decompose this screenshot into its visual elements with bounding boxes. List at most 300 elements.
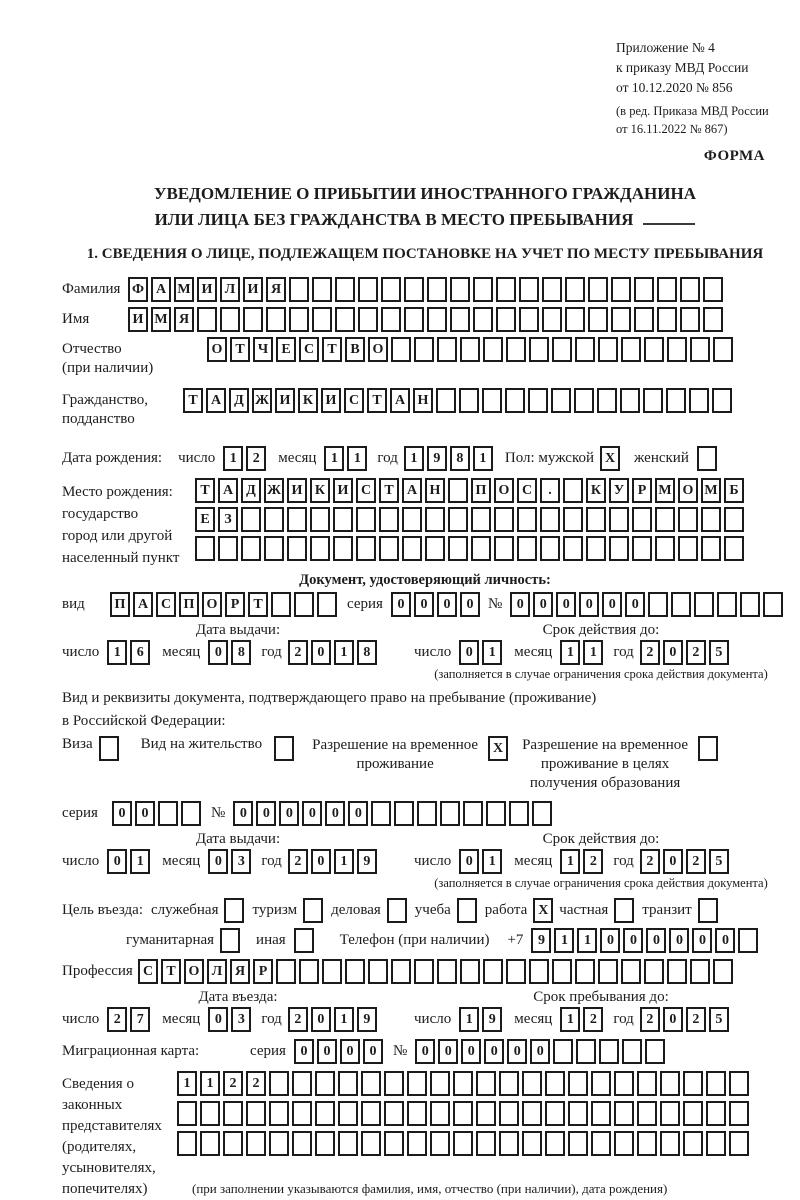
form-cell [427, 277, 447, 302]
form-cell [483, 337, 503, 362]
form-cell [522, 1071, 542, 1096]
form-cell: Т [195, 478, 215, 503]
form-cell: О [368, 337, 388, 362]
res-issue-year-label: год [261, 853, 282, 869]
form-cell: Д [241, 478, 261, 503]
form-cell: 9 [531, 928, 551, 953]
form-cell [655, 507, 675, 532]
temp-residence-checkbox: X [488, 736, 508, 761]
entry-day-label: число [62, 1011, 100, 1027]
form-cell [678, 536, 698, 561]
profession-cells [138, 959, 733, 984]
purpose-humanitarian-label: гуманитарная [126, 932, 215, 948]
mig-series-cells [294, 1039, 383, 1064]
form-cell: 0 [459, 640, 479, 665]
form-cell: 0 [579, 592, 599, 617]
id-issue-year-label: год [261, 644, 282, 660]
form-cell [568, 1131, 588, 1156]
birthdate-row [62, 446, 788, 471]
form-cell [678, 507, 698, 532]
birthplace-cells-row1 [195, 478, 744, 503]
form-cell: 1 [130, 849, 150, 874]
form-cell [473, 307, 493, 332]
form-cell: 2 [686, 640, 706, 665]
form-cell [706, 1101, 726, 1126]
form-cell: 2 [583, 1007, 603, 1032]
temp-residence-edu-label-line1: Разрешение на временное [522, 737, 689, 753]
form-cell [713, 337, 733, 362]
form-cell: О [678, 478, 698, 503]
res-issue-col [62, 830, 414, 891]
purpose-tourism-checkbox [303, 898, 323, 923]
form-title [62, 181, 788, 233]
form-cell [553, 1039, 573, 1064]
form-cell: 1 [200, 1071, 220, 1096]
form-cell [496, 307, 516, 332]
form-cell [614, 1071, 634, 1096]
res-dates-block [62, 830, 788, 891]
form-cell: 2 [107, 1007, 127, 1032]
patronymic-label [62, 337, 207, 378]
birthplace-row [62, 478, 788, 569]
form-cell [611, 277, 631, 302]
form-cell: 0 [533, 592, 553, 617]
form-cell [246, 1131, 266, 1156]
id-issue-day-cells [107, 640, 150, 665]
form-cell: 0 [325, 801, 345, 826]
form-cell [703, 307, 723, 332]
phone-prefix: +7 [507, 932, 524, 948]
form-cell: 5 [709, 640, 729, 665]
amendment-line2: от 16.11.2022 № 867) [616, 122, 728, 136]
form-cell: М [655, 478, 675, 503]
form-cell [269, 1131, 289, 1156]
sex-female-label: женский [634, 450, 689, 466]
form-cell: 0 [461, 1039, 481, 1064]
form-cell [643, 388, 663, 413]
form-cell [552, 337, 572, 362]
form-cell: Н [413, 388, 433, 413]
profession-row [62, 959, 788, 984]
purpose-humanitarian-checkbox [220, 928, 240, 953]
form-cell [568, 1071, 588, 1096]
form-cell: 2 [223, 1071, 243, 1096]
form-cell [223, 1131, 243, 1156]
form-cell: 2 [288, 1007, 308, 1032]
form-cell [568, 1101, 588, 1126]
form-cell [181, 801, 201, 826]
form-cell [459, 388, 479, 413]
form-cell [315, 1071, 335, 1096]
form-cell: 1 [334, 640, 354, 665]
form-cell [312, 307, 332, 332]
representatives-label-line5: усыновителях, [62, 1160, 156, 1176]
form-cell [361, 1131, 381, 1156]
form-cell [476, 1071, 496, 1096]
form-cell: 0 [340, 1039, 360, 1064]
form-cell [310, 507, 330, 532]
form-cell: 2 [640, 640, 660, 665]
res-valid-day-label: число [414, 853, 452, 869]
id-number-label: № [487, 596, 503, 612]
form-cell: П [179, 592, 199, 617]
form-cell [729, 1071, 749, 1096]
stay-until-col [414, 988, 788, 1032]
patronymic-cells [207, 337, 733, 362]
form-cell: О [184, 959, 204, 984]
form-cell: Н [425, 478, 445, 503]
form-cell [703, 277, 723, 302]
form-cell [694, 592, 714, 617]
form-cell [712, 388, 732, 413]
form-cell [519, 277, 539, 302]
form-cell [322, 959, 342, 984]
residence-permit-label: Вид на жительство [140, 736, 263, 752]
form-cell [436, 388, 456, 413]
birthplace-cells-row2 [195, 507, 744, 532]
birth-month-cells [324, 446, 367, 471]
representatives-cells-row2 [177, 1101, 749, 1126]
form-cell: П [110, 592, 130, 617]
visa-checkbox [99, 736, 119, 761]
form-cell: 1 [577, 928, 597, 953]
form-cell [701, 507, 721, 532]
form-cell [486, 801, 506, 826]
form-cell [509, 801, 529, 826]
form-cell: И [243, 277, 263, 302]
form-cell: 0 [391, 592, 411, 617]
form-cell: 0 [208, 640, 228, 665]
form-cell [724, 507, 744, 532]
form-cell [528, 388, 548, 413]
form-cell [264, 536, 284, 561]
res-valid-row [414, 849, 788, 874]
form-cell: 2 [640, 1007, 660, 1032]
surname-cells [128, 277, 723, 302]
form-cell: 2 [686, 849, 706, 874]
res-valid-note: (заполняется в случае ограничения срока действия документа) [434, 876, 768, 890]
migration-card-label: Миграционная карта: [62, 1043, 200, 1059]
form-cell: 0 [311, 849, 331, 874]
amendment-line1: (в ред. Приказа МВД России [616, 104, 769, 118]
form-cell: 0 [311, 1007, 331, 1032]
form-cell: С [299, 337, 319, 362]
representatives-cells-row3 [177, 1131, 749, 1156]
form-cell: 0 [233, 801, 253, 826]
form-cell [158, 801, 178, 826]
id-valid-title: Срок действия до: [542, 622, 660, 638]
form-cell [427, 307, 447, 332]
form-cell [586, 507, 606, 532]
form-cell: С [344, 388, 364, 413]
form-cell [575, 337, 595, 362]
form-cell [276, 959, 296, 984]
purpose-transit-label: транзит [642, 902, 692, 918]
form-cell [384, 1101, 404, 1126]
res-issue-year-cells [288, 849, 377, 874]
residence-permit-checkbox [274, 736, 294, 761]
birthplace-cells-row3 [195, 536, 744, 561]
form-cell [315, 1131, 335, 1156]
citizenship-label-line2: подданство [62, 411, 135, 427]
name-label: Имя [62, 311, 90, 327]
migration-card-row [62, 1039, 788, 1064]
form-cell: 0 [348, 801, 368, 826]
form-cell [453, 1101, 473, 1126]
form-cell [292, 1131, 312, 1156]
form-cell: Я [174, 307, 194, 332]
form-cell [356, 536, 376, 561]
form-cell: 1 [554, 928, 574, 953]
form-cell [394, 801, 414, 826]
form-cell: Т [379, 478, 399, 503]
purpose-study-checkbox [457, 898, 477, 923]
temp-residence-label-line1: Разрешение на временное [312, 737, 479, 753]
entry-day-cells [107, 1007, 150, 1032]
form-cell: 0 [208, 849, 228, 874]
form-cell [499, 1071, 519, 1096]
form-cell: 0 [715, 928, 735, 953]
form-cell: 1 [583, 640, 603, 665]
form-cell [460, 337, 480, 362]
form-cell [519, 307, 539, 332]
form-cell [637, 1071, 657, 1096]
form-cell [404, 307, 424, 332]
representatives-label-line6: попечителях) [62, 1181, 148, 1197]
form-cell [361, 1071, 381, 1096]
form-cell [425, 536, 445, 561]
section1-title: 1. СВЕДЕНИЯ О ЛИЦЕ, ПОДЛЕЖАЩЕМ ПОСТАНОВКЕ НА УЧЕТ ПО МЕСТУ ПРЕБЫВАНИЯ [86, 246, 764, 262]
form-cell [542, 307, 562, 332]
form-title-line2-text: ИЛИ ЛИЦА БЕЗ ГРАЖДАНСТВА В МЕСТО ПРЕБЫВАНИЯ [154, 210, 634, 229]
form-cell [381, 307, 401, 332]
form-cell: 0 [646, 928, 666, 953]
form-cell: 0 [530, 1039, 550, 1064]
purpose-study-label: учеба [414, 902, 451, 918]
form-cell [440, 801, 460, 826]
res-valid-year-label: год [613, 853, 634, 869]
form-cell: И [287, 478, 307, 503]
form-cell: М [151, 307, 171, 332]
form-cell: Д [229, 388, 249, 413]
form-cell: 1 [560, 849, 580, 874]
form-cell: 0 [302, 801, 322, 826]
temp-residence-label [312, 736, 478, 774]
form-cell [437, 337, 457, 362]
form-cell: 0 [602, 592, 622, 617]
form-cell [494, 507, 514, 532]
form-title-line1: УВЕДОМЛЕНИЕ О ПРИБЫТИИ ИНОСТРАННОГО ГРАЖДАНИНА [154, 184, 696, 203]
temp-residence-edu-label-line3: получения образования [529, 775, 681, 791]
res-valid-col [414, 830, 788, 891]
form-cell [476, 1101, 496, 1126]
form-cell: 0 [459, 849, 479, 874]
form-cell [496, 277, 516, 302]
form-cell [241, 507, 261, 532]
form-cell [453, 1071, 473, 1096]
purpose-official-label: служебная [150, 902, 219, 918]
form-cell: 2 [246, 1071, 266, 1096]
form-cell [246, 1101, 266, 1126]
form-cell [632, 536, 652, 561]
entry-date-row [62, 1007, 414, 1032]
patronymic-label-line1: Отчество [62, 341, 122, 357]
amendment-block [616, 102, 788, 138]
form-cell [660, 1101, 680, 1126]
form-cell [586, 536, 606, 561]
form-cell [671, 592, 691, 617]
form-cell: 9 [357, 849, 377, 874]
form-cell [450, 277, 470, 302]
title-blank-line [643, 221, 695, 225]
form-cell: 2 [686, 1007, 706, 1032]
birthplace-label-line2: государство [62, 506, 139, 522]
form-cell [645, 1039, 665, 1064]
form-cell [706, 1071, 726, 1096]
form-cell: О [202, 592, 222, 617]
residence-doc-text-line2: в Российской Федерации: [62, 713, 226, 729]
representatives-cells-row1 [177, 1071, 749, 1096]
form-cell [574, 388, 594, 413]
form-cell: 0 [556, 592, 576, 617]
form-cell [289, 307, 309, 332]
form-cell: Т [161, 959, 181, 984]
appendix-line2: к приказу МВД России [616, 60, 749, 75]
form-cell: 0 [692, 928, 712, 953]
res-issue-row [62, 849, 414, 874]
id-issue-month-cells [208, 640, 251, 665]
form-cell [430, 1131, 450, 1156]
form-cell [425, 507, 445, 532]
form-cell [430, 1071, 450, 1096]
form-cell: 1 [334, 849, 354, 874]
form-cell [269, 1101, 289, 1126]
birth-month-label: месяц [278, 450, 317, 466]
form-cell: 0 [663, 1007, 683, 1032]
form-cell [317, 592, 337, 617]
stay-day-cells [459, 1007, 502, 1032]
form-cell: 5 [709, 849, 729, 874]
stay-day-label: число [414, 1011, 452, 1027]
id-vid-label: вид [62, 596, 85, 612]
form-cell [634, 307, 654, 332]
form-cell: И [197, 277, 217, 302]
res-valid-day-cells [459, 849, 502, 874]
form-cell [609, 507, 629, 532]
form-cell: 1 [347, 446, 367, 471]
forma-label: ФОРМА [703, 148, 765, 164]
form-cell: Ж [252, 388, 272, 413]
birthplace-label [62, 478, 195, 569]
form-cell [660, 1131, 680, 1156]
form-cell [713, 959, 733, 984]
form-cell: Т [230, 337, 250, 362]
form-cell: 0 [317, 1039, 337, 1064]
id-valid-year-label: год [613, 644, 634, 660]
form-cell [407, 1071, 427, 1096]
representatives-note: (при заполнении указываются фамилия, имя, отчество (при наличии), дата рождения) [192, 1181, 668, 1196]
id-issue-day-label: число [62, 644, 100, 660]
form-cell: Р [225, 592, 245, 617]
representatives-label-line2: законных [62, 1097, 123, 1113]
form-cell: 0 [625, 592, 645, 617]
entry-dates-block [62, 988, 788, 1032]
form-cell [287, 536, 307, 561]
form-cell [483, 959, 503, 984]
birth-year-label: год [377, 450, 398, 466]
form-cell: Л [207, 959, 227, 984]
form-cell [289, 277, 309, 302]
form-cell [517, 507, 537, 532]
form-cell: 1 [324, 446, 344, 471]
form-cell [310, 536, 330, 561]
id-series-cells [391, 592, 480, 617]
form-cell [611, 307, 631, 332]
form-cell [522, 1131, 542, 1156]
form-cell: 8 [231, 640, 251, 665]
form-cell [540, 536, 560, 561]
form-cell [644, 337, 664, 362]
form-cell: 1 [334, 1007, 354, 1032]
form-cell: 2 [246, 446, 266, 471]
purpose-private-label: частная [559, 902, 609, 918]
form-cell: С [356, 478, 376, 503]
form-cell [335, 307, 355, 332]
form-cell: И [321, 388, 341, 413]
form-cell: К [310, 478, 330, 503]
form-cell [407, 1131, 427, 1156]
birthplace-cells-block [195, 478, 744, 561]
res-issue-month-cells [208, 849, 251, 874]
form-cell: Л [220, 277, 240, 302]
purpose-tourism-label: туризм [252, 902, 298, 918]
form-cell [335, 277, 355, 302]
form-cell: 3 [231, 1007, 251, 1032]
form-cell [660, 1071, 680, 1096]
form-cell [657, 277, 677, 302]
form-cell [729, 1101, 749, 1126]
form-cell: 1 [177, 1071, 197, 1096]
form-cell [690, 959, 710, 984]
form-cell: У [609, 478, 629, 503]
id-number-cells [510, 592, 783, 617]
form-cell [356, 507, 376, 532]
mig-number-label: № [392, 1043, 408, 1059]
form-cell [402, 536, 422, 561]
form-cell: 0 [311, 640, 331, 665]
form-cell: 0 [507, 1039, 527, 1064]
form-cell: 5 [709, 1007, 729, 1032]
entry-month-cells [208, 1007, 251, 1032]
form-cell [545, 1101, 565, 1126]
form-cell: А [206, 388, 226, 413]
form-cell: 0 [414, 592, 434, 617]
form-cell [552, 959, 572, 984]
name-row [62, 307, 788, 332]
form-cell: Ч [253, 337, 273, 362]
form-cell [269, 1071, 289, 1096]
form-cell: 1 [459, 1007, 479, 1032]
form-cell [620, 388, 640, 413]
id-valid-year-cells [640, 640, 729, 665]
form-cell [292, 1101, 312, 1126]
purpose-label: Цель въезда: [62, 902, 143, 918]
form-cell: А [218, 478, 238, 503]
form-cell [266, 307, 286, 332]
form-cell: Я [230, 959, 250, 984]
form-cell [379, 536, 399, 561]
form-cell [471, 507, 491, 532]
